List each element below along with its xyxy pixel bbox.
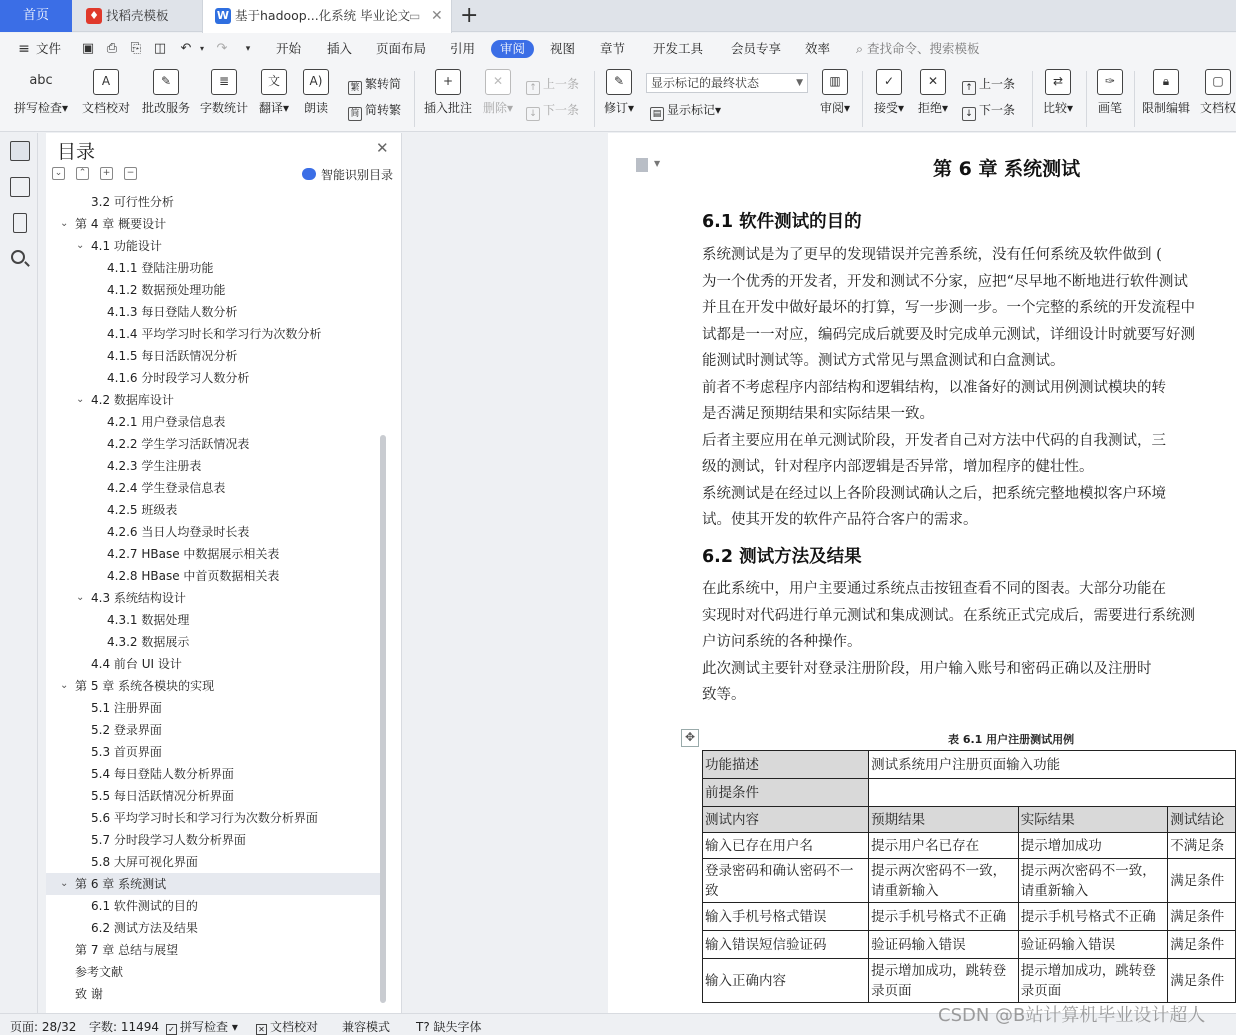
chevron-down-icon[interactable]: ⌄ (76, 394, 85, 405)
tab-templates-label: 找稻壳模板 (106, 8, 169, 23)
section-heading-6-1: 6.1 软件测试的目的 (702, 212, 862, 232)
read-aloud-label: 朗读 (303, 101, 328, 115)
checkbox-icon: ✕ (256, 1024, 267, 1035)
table-row (703, 833, 1236, 859)
toc-item[interactable] (46, 565, 386, 587)
table-cell[interactable]: 提示两次密码不一致，请重新输入 (1018, 859, 1168, 903)
menu-home[interactable]: 开始 (276, 41, 302, 56)
status-doc-check-label: 文档校对 (270, 1020, 319, 1034)
print-preview-icon[interactable]: ◫ (153, 41, 167, 56)
prev-comment-label: 上一条 (543, 77, 580, 91)
toc-item-label: 第 4 章 概要设计 (75, 217, 167, 231)
table-header-cell[interactable]: 测试内容 (703, 807, 869, 833)
toc-item-label: 5.4 每日登陆人数分析界面 (91, 767, 234, 781)
word-count-button[interactable] (198, 69, 250, 116)
review-pane-label: 审阅▾ (819, 101, 851, 115)
menu-efficiency[interactable]: 效率 (805, 41, 831, 56)
toc-panel (46, 133, 402, 1013)
table-cell[interactable]: 提示两次密码不一致，请重新输入 (869, 859, 1019, 903)
tab-document[interactable] (202, 0, 452, 33)
markup-mode-value: 显示标记的最终状态 (651, 76, 760, 90)
toc-item-label: 5.3 首页界面 (91, 745, 162, 759)
table-header-cell[interactable]: 预期结果 (869, 807, 1019, 833)
read-aloud-button[interactable] (300, 69, 332, 116)
menu-references[interactable]: 引用 (450, 41, 476, 56)
ribbon-separator (1134, 71, 1135, 127)
toc-collapse-icon[interactable]: ⌃ (76, 167, 89, 180)
toc-item-label: 参考文献 (75, 965, 124, 979)
text-line: 是否满足预期结果和实际结果一致。 (702, 406, 934, 422)
toc-item-label: 4.3 系统结构设计 (91, 591, 186, 605)
table-cell[interactable]: 登录密码和确认密码不一致 (703, 859, 869, 903)
toc-item[interactable] (46, 345, 386, 367)
batch-service-label: 批改服务 (141, 101, 190, 115)
table-header-cell[interactable]: 实际结果 (1018, 807, 1168, 833)
insert-comment-label: 插入批注 (423, 101, 472, 115)
text-line: 系统测试是在经过以上各阶段测试确认之后，把系统完整地模拟客户环境 (702, 485, 1166, 502)
toc-add-icon[interactable]: + (100, 167, 113, 180)
toc-item-label: 4.3.2 数据展示 (107, 635, 190, 649)
ai-detect-label: 智能识别目录 (321, 168, 394, 182)
toc-item-label: 4.2 数据库设计 (91, 393, 174, 407)
toc-item-label: 致 谢 (75, 987, 103, 1001)
table-cell[interactable]: 不满足条 (1168, 833, 1236, 859)
text-line: 能测试时测试等。测试方式常见与黑盒测试和白盒测试。 (702, 353, 1065, 369)
chapter-heading: 第 6 章 系统测试 (933, 158, 1081, 180)
doc-rights-label: 文档权 (1200, 101, 1236, 115)
toc-item-label: 4.1.5 每日活跃情况分析 (107, 349, 238, 363)
toc-item-label: 4.2.4 学生登录信息表 (107, 481, 226, 495)
doc-rights-icon: ▢ (1205, 69, 1231, 95)
section-heading-6-2: 6.2 测试方法及结果 (702, 547, 862, 567)
spell-check-label: 拼写检查▾ (13, 101, 69, 115)
table-caption: 表 6.1 用户注册测试用例 (948, 733, 1075, 746)
next-change-label: 下一条 (979, 103, 1016, 117)
delete-comment-icon: ✕ (485, 69, 511, 95)
print-icon[interactable]: ⎘ (130, 41, 142, 56)
save-icon[interactable]: ▣ (81, 41, 95, 56)
table-cell[interactable]: 输入错误短信验证码 (703, 931, 869, 959)
toc-item[interactable] (46, 235, 386, 257)
toc-item[interactable] (46, 433, 386, 455)
table-cell[interactable]: 提示增加成功，跳转登录页面 (869, 959, 1019, 1003)
trad-simp-icon: 繁 (348, 81, 362, 95)
table-row (703, 779, 1236, 807)
toc-item-label: 5.8 大屏可视化界面 (91, 855, 198, 869)
trad-simp-label: 繁转简 (365, 77, 402, 91)
simp-trad-icon: 简 (348, 107, 362, 121)
menu-page-layout[interactable]: 页面布局 (376, 41, 427, 56)
batch-service-button[interactable] (140, 69, 192, 116)
chevron-down-icon[interactable]: ⌄ (76, 592, 85, 603)
page-options-icon[interactable] (636, 158, 648, 172)
table-cell[interactable]: 功能描述 (703, 751, 869, 779)
table-header-cell[interactable]: 测试结论 (1168, 807, 1236, 833)
toc-item-label: 4.2.3 学生注册表 (107, 459, 202, 473)
insert-comment-button[interactable] (422, 69, 474, 116)
prev-change-label: 上一条 (979, 77, 1016, 91)
toc-item-label: 4.1 功能设计 (91, 239, 162, 253)
toc-item[interactable] (46, 521, 386, 543)
new-tab-plus-icon[interactable]: + (460, 3, 479, 28)
toc-item[interactable] (46, 543, 386, 565)
ai-cloud-icon (302, 168, 316, 180)
text-line: 为一个优秀的开发者，开发和测试不分家，应把“尽早地不断地进行软件测试 (702, 273, 1188, 290)
table-cell[interactable]: 满足条件 (1168, 959, 1236, 1003)
table-header-row (703, 807, 1236, 833)
prev-change-icon: ↑ (962, 81, 976, 95)
delete-comment-button[interactable] (480, 69, 516, 116)
table-row (703, 959, 1236, 1003)
table-cell[interactable]: 满足条件 (1168, 859, 1236, 903)
toc-item[interactable] (46, 323, 386, 345)
command-search[interactable]: ⌕ 查找命令、搜索模板 (856, 41, 980, 56)
tab-home[interactable]: 首页 (0, 0, 72, 32)
export-pdf-icon[interactable]: ⎙ (106, 41, 118, 56)
toc-item[interactable] (46, 191, 386, 213)
compare-icon: ⇄ (1045, 69, 1071, 95)
text-line: 试都是一一对应，编码完成后就要及时完成单元测试，详细设计时就要写好测 (702, 326, 1195, 343)
toc-item[interactable] (46, 851, 386, 873)
toc-item-label: 第 5 章 系统各模块的实现 (75, 679, 215, 693)
test-case-table (702, 750, 1236, 1003)
tab-close-icon[interactable]: ✕ (431, 8, 443, 24)
ribbon-separator (414, 71, 415, 127)
menu-review[interactable]: 审阅 (491, 40, 534, 58)
table-cell[interactable]: 输入手机号格式错误 (703, 903, 869, 931)
table-cell[interactable]: 输入已存在用户名 (703, 833, 869, 859)
text-line: 试。使其开发的软件产品符合客户的需求。 (702, 512, 978, 528)
next-comment-icon: ↓ (526, 107, 540, 121)
table-cell[interactable]: 提示用户名已存在 (869, 833, 1019, 859)
text-line: 实现时对代码进行单元测试和集成测试。在系统正式完成后，需要进行系统测 (702, 607, 1195, 624)
show-markup-button[interactable]: ▤ 显示标记▾ (650, 101, 721, 121)
toc-item[interactable] (46, 213, 386, 235)
toc-item[interactable] (46, 279, 386, 301)
word-doc-icon: W (216, 9, 230, 22)
checkbox-icon: ✓ (166, 1024, 177, 1035)
ribbon-separator (1032, 71, 1033, 127)
toc-item[interactable] (46, 807, 386, 829)
spell-check-icon: abc (29, 73, 53, 88)
toc-item-label: 3.2 可行性分析 (91, 195, 174, 209)
toc-item-label: 6.2 测试方法及结果 (91, 921, 198, 935)
toc-item[interactable] (46, 587, 386, 609)
chevron-down-icon[interactable]: ▼ (654, 159, 661, 168)
prev-comment-icon: ↑ (526, 81, 540, 95)
section-6-2-body (702, 576, 1195, 709)
toc-item-label: 4.1.3 每日登陆人数分析 (107, 305, 238, 319)
search-icon[interactable] (11, 250, 25, 264)
ribbon-separator (594, 71, 595, 127)
trad-to-simp-button[interactable] (348, 75, 401, 95)
prev-comment-button[interactable] (526, 75, 579, 95)
table-cell[interactable]: 提示增加成功 (1018, 833, 1168, 859)
text-line: 级的测试，针对程序内部逻辑是否异常，增加程序的健壮性。 (702, 459, 1094, 475)
doc-check-icon: A (93, 69, 119, 95)
markup-mode-select[interactable] (646, 73, 808, 93)
table-cell[interactable]: 满足条件 (1168, 903, 1236, 931)
toc-item[interactable] (46, 785, 386, 807)
menu-view[interactable]: 视图 (550, 41, 576, 56)
doc-rights-button[interactable] (1200, 69, 1236, 116)
restrict-edit-icon: 🔒︎ (1153, 69, 1179, 95)
toc-item-label: 6.1 软件测试的目的 (91, 899, 198, 913)
track-changes-button[interactable] (600, 69, 638, 116)
spell-check-button[interactable] (12, 69, 70, 116)
table-cell[interactable]: 提示手机号格式不正确 (1018, 903, 1168, 931)
delete-comment-label: 删除▾ (482, 101, 514, 115)
show-markup-icon: ▤ (650, 107, 664, 121)
ribbon-separator (862, 71, 863, 127)
reject-label: 拒绝▾ (917, 101, 949, 115)
menu-developer[interactable]: 开发工具 (653, 41, 704, 56)
toc-item[interactable] (46, 631, 386, 653)
toc-item-label: 4.2.1 用户登录信息表 (107, 415, 226, 429)
toc-item-label: 5.7 分时段学习人数分析界面 (91, 833, 246, 847)
toc-item-label: 5.2 登录界面 (91, 723, 162, 737)
read-aloud-icon: A) (303, 69, 329, 95)
accept-label: 接受▾ (873, 101, 905, 115)
toc-item[interactable] (46, 763, 386, 785)
next-comment-label: 下一条 (543, 103, 580, 117)
toc-item[interactable] (46, 719, 386, 741)
ai-detect-toc-button[interactable] (302, 166, 393, 183)
docer-logo-icon: ♦ (86, 8, 102, 24)
table-row (703, 859, 1236, 903)
next-change-icon: ↓ (962, 107, 976, 121)
toc-item-label: 4.3.1 数据处理 (107, 613, 190, 627)
menu-member[interactable]: 会员专享 (731, 41, 782, 56)
toc-item-label: 第 7 章 总结与展望 (75, 943, 179, 957)
table-cell[interactable]: 前提条件 (703, 779, 869, 807)
word-count-label: 字数统计 (199, 101, 248, 115)
menu-chapter[interactable]: 章节 (600, 41, 626, 56)
word-count-icon: ≣ (211, 69, 237, 95)
next-comment-button[interactable] (526, 101, 579, 121)
accept-icon: ✓ (876, 69, 902, 95)
translate-label: 翻译▾ (258, 101, 290, 115)
toc-item-label: 第 6 章 系统测试 (75, 877, 167, 891)
toc-item[interactable] (46, 961, 386, 983)
toc-item[interactable] (46, 917, 386, 939)
toc-item-label: 5.1 注册界面 (91, 701, 162, 715)
toc-item-label: 4.2.8 HBase 中首页数据相关表 (107, 569, 280, 583)
insert-comment-icon: + (435, 69, 461, 95)
table-cell[interactable]: 满足条件 (1168, 931, 1236, 959)
pen-icon: ✑ (1097, 69, 1123, 95)
translate-button[interactable] (256, 69, 292, 116)
table-cell[interactable]: 验证码输入错误 (869, 931, 1019, 959)
toc-remove-icon[interactable]: − (124, 167, 137, 180)
text-line: 户访问系统的各种操作。 (702, 634, 862, 650)
toc-close-icon[interactable]: ✕ (376, 139, 389, 157)
quick-access-dropdown-icon[interactable]: ▾ (245, 44, 251, 54)
text-line: 系统测试是为了更早的发现错误并完善系统，没有任何系统及软件做到 ( (702, 247, 1162, 263)
review-ribbon (0, 65, 1236, 132)
toc-item-label: 4.4 前台 UI 设计 (91, 657, 182, 671)
toc-item[interactable] (46, 829, 386, 851)
toc-title: 目录 (57, 141, 96, 163)
table-move-handle-icon[interactable]: ✥ (681, 729, 699, 747)
toc-list (46, 191, 386, 1005)
undo-dropdown-icon[interactable]: ▾ (199, 44, 204, 53)
hamburger-menu-icon[interactable]: ≡ (18, 41, 30, 57)
doc-check-label: 文档校对 (81, 101, 130, 115)
side-rail (0, 133, 38, 1013)
text-line: 前者不考虑程序内部结构和逻辑结构，以准备好的测试用例测试模块的转 (702, 379, 1166, 396)
bookmark-icon[interactable] (13, 213, 27, 233)
toc-item[interactable] (46, 697, 386, 719)
menu-insert[interactable]: 插入 (327, 41, 353, 56)
chevron-down-icon[interactable]: ⌄ (60, 878, 69, 889)
table-cell[interactable]: 验证码输入错误 (1018, 931, 1168, 959)
text-line: 在此系统中，用户主要通过系统点击按钮查看不同的图表。大部分功能在 (702, 581, 1166, 597)
pen-button[interactable] (1094, 69, 1126, 116)
toc-item[interactable] (46, 257, 386, 279)
watermark: CSDN @B站计算机毕业设计超人 (938, 1005, 1206, 1026)
restrict-edit-button[interactable] (1140, 69, 1192, 116)
toc-item-label: 4.2.7 HBase 中数据展示相关表 (107, 547, 280, 561)
toc-item[interactable] (46, 939, 386, 961)
text-line: 此次测试主要针对登录注册阶段，用户输入账号和密码正确以及注册时 (702, 660, 1152, 677)
accept-button[interactable] (870, 69, 908, 116)
toc-item[interactable] (46, 499, 386, 521)
toc-item[interactable] (46, 389, 386, 411)
toc-item[interactable] (46, 895, 386, 917)
toc-item[interactable] (46, 675, 386, 697)
menu-file[interactable]: 文件 (36, 41, 62, 56)
table-cell[interactable]: 测试系统用户注册页面输入功能 (869, 751, 1236, 779)
table-cell[interactable]: 提示手机号格式不正确 (869, 903, 1019, 931)
toc-item[interactable] (46, 411, 386, 433)
toc-item-label: 4.1.6 分时段学习人数分析 (107, 371, 250, 385)
table-row (703, 931, 1236, 959)
review-pane-button[interactable] (816, 69, 854, 116)
redo-icon[interactable]: ↷ (216, 41, 228, 56)
doc-check-button[interactable] (80, 69, 132, 116)
text-line: 后者主要应用在单元测试阶段，开发者自己对方法中代码的自我测试，三 (702, 432, 1166, 449)
next-change-button[interactable] (962, 101, 1015, 121)
toc-item[interactable] (46, 983, 386, 1005)
toc-item-label: 4.2.2 学生学习活跃情况表 (107, 437, 250, 451)
toc-item[interactable] (46, 609, 386, 631)
pen-label: 画笔 (1097, 101, 1122, 115)
prev-change-button[interactable] (962, 75, 1015, 95)
translate-icon: 文 (261, 69, 287, 95)
toc-item-label: 4.1.1 登陆注册功能 (107, 261, 214, 275)
toc-item[interactable] (46, 741, 386, 763)
toc-item[interactable] (46, 367, 386, 389)
tab-document-label: 基于hadoop...化系统 毕业论文 (235, 8, 411, 23)
missing-font-indicator[interactable]: T? 缺失字体 (416, 1020, 482, 1034)
toc-item-label: 4.1.4 平均学习时长和学习行为次数分析 (107, 327, 322, 341)
command-search-placeholder: 查找命令、搜索模板 (866, 41, 980, 56)
restrict-edit-label: 限制编辑 (1141, 101, 1190, 115)
simp-to-trad-button[interactable] (348, 101, 401, 121)
table-cell[interactable] (869, 779, 1236, 807)
simp-trad-label: 简转繁 (365, 103, 402, 117)
undo-icon[interactable]: ↶ (180, 41, 192, 56)
chevron-down-icon[interactable]: ⌄ (60, 680, 69, 691)
ribbon-separator (1086, 71, 1087, 127)
batch-service-icon: ✎ (153, 69, 179, 95)
toc-item-label: 4.2.6 当日人均登录时长表 (107, 525, 250, 539)
toc-nav-icon[interactable] (10, 141, 30, 161)
compare-label: 比较▾ (1042, 101, 1074, 115)
tab-bar (0, 0, 1236, 32)
toc-item-label: 4.1.2 数据预处理功能 (107, 283, 226, 297)
tab-monitor-icon[interactable]: ▭ (409, 9, 421, 23)
toc-item[interactable] (46, 477, 386, 499)
page-indicator[interactable]: 页面: 28/32 (10, 1020, 77, 1034)
tab-templates[interactable] (74, 0, 200, 32)
track-changes-icon: ✎ (606, 69, 632, 95)
show-markup-label: 显示标记 (667, 103, 716, 117)
reject-button[interactable] (914, 69, 952, 116)
section-6-1-body (702, 242, 1195, 534)
chevron-down-icon[interactable]: ⌄ (76, 240, 85, 251)
chevron-down-icon: ▼ (796, 78, 803, 88)
status-doc-check[interactable] (256, 1018, 318, 1035)
text-line: 并且在开发中做好最坏的打算，写一步测一步。一个完整的系统的开发流程中 (702, 300, 1195, 316)
document-page[interactable] (608, 133, 1236, 1013)
toc-item-label: 5.5 每日活跃情况分析界面 (91, 789, 234, 803)
toc-expand-icon[interactable]: ⌄ (52, 167, 65, 180)
toc-item-label: 5.6 平均学习时长和学习行为次数分析界面 (91, 811, 318, 825)
text-line: 致等。 (702, 687, 746, 703)
table-cell[interactable]: 提示增加成功，跳转登录页面 (1018, 959, 1168, 1003)
toc-item[interactable] (46, 653, 386, 675)
toc-item[interactable] (46, 873, 386, 895)
missing-font-label: 缺失字体 (433, 1020, 482, 1034)
toc-scrollbar[interactable] (380, 435, 386, 1003)
table-row (703, 751, 1236, 779)
word-count-indicator[interactable]: 字数: 11494 (89, 1020, 160, 1034)
chapter-nav-icon[interactable] (10, 177, 30, 197)
track-changes-label: 修订▾ (603, 101, 635, 115)
compat-mode-indicator: 兼容模式 (342, 1020, 391, 1034)
compare-button[interactable] (1038, 69, 1078, 116)
toc-item[interactable] (46, 301, 386, 323)
table-cell[interactable]: 输入正确内容 (703, 959, 869, 1003)
chevron-down-icon[interactable]: ⌄ (60, 218, 69, 229)
table-row (703, 903, 1236, 931)
review-pane-icon: ▥ (822, 69, 848, 95)
status-spell-check[interactable]: ✓ 拼写检查 ▾ (166, 1018, 238, 1035)
status-spell-label: 拼写检查 (180, 1020, 229, 1034)
toc-item[interactable] (46, 455, 386, 477)
menu-bar (0, 33, 1236, 65)
reject-icon: ✕ (920, 69, 946, 95)
toc-item-label: 4.2.5 班级表 (107, 503, 178, 517)
